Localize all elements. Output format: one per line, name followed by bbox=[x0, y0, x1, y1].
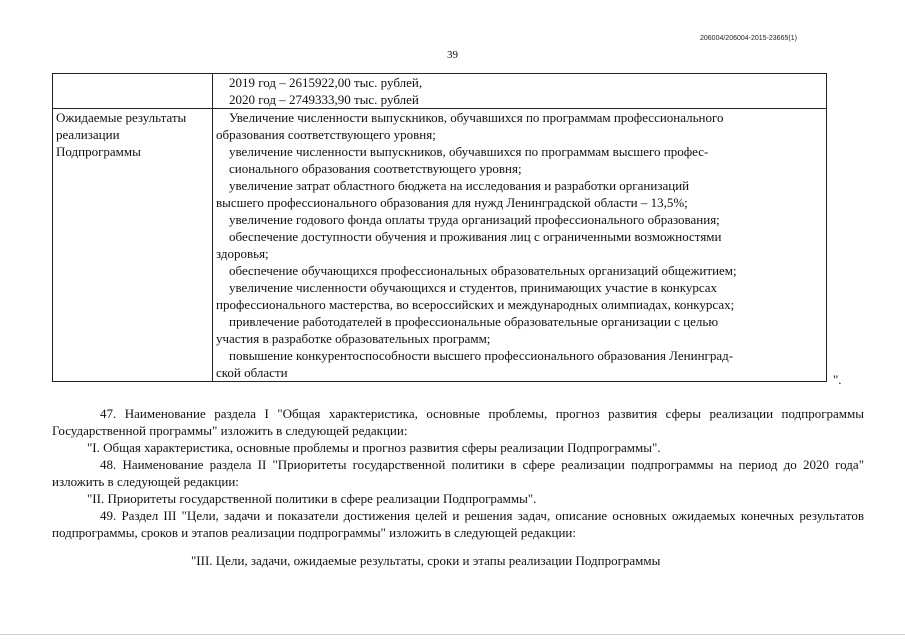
cell-text-line: увеличение затрат областного бюджета на исследования и разработки организаций bbox=[229, 178, 690, 193]
cell-text-line: увеличение численности обучающихся и студентов, принимающих участие в конкурсах bbox=[229, 280, 718, 295]
program-passport-table bbox=[52, 73, 827, 382]
row-text-cell bbox=[213, 74, 827, 109]
paragraph: 48. Наименование раздела II "Приоритеты государственной политики в сфере реализации подпрограммы на период до 2020 года" изложить в следующей редакции: bbox=[52, 457, 864, 489]
document-id: 206004/206004-2015-23665(1) bbox=[700, 35, 797, 42]
page-number: 39 bbox=[447, 49, 458, 61]
table-row bbox=[53, 74, 827, 109]
paragraph: "I. Общая характеристика, основные проблемы и прогноз развития сферы реализации Подпрограммы". bbox=[87, 440, 661, 455]
row-label-cell bbox=[53, 74, 213, 109]
row-label-line: реализации bbox=[56, 127, 120, 142]
cell-text-line: привлечение работодателей в профессиональные образовательные организации с целью bbox=[229, 314, 719, 329]
cell-text-line: обеспечение обучающихся профессиональных образовательных организаций общежитием; bbox=[229, 263, 737, 278]
row-label-line: Ожидаемые результаты bbox=[56, 110, 187, 125]
amendment-text bbox=[52, 405, 864, 541]
cell-text-line: ской области bbox=[216, 365, 288, 380]
row-label-cell bbox=[53, 109, 213, 382]
paragraph: 49. Раздел III "Цели, задачи и показатели достижения целей и решения задач, описание основных ожидаемых конечных результатов подпрограммы, сроков и этапов реализации подпрограммы" изложить в следующей редакции: bbox=[52, 508, 864, 540]
cell-text-line: сионального образования соответствующего уровня; bbox=[229, 161, 522, 176]
cell-text-line: профессионального мастерства, во всероссийских и международных олимпиадах, конкурсах; bbox=[216, 297, 735, 312]
paragraph: 47. Наименование раздела I "Общая характеристика, основные проблемы, прогноз развития сферы реализации подпрограммы Государственной программы" изложить в следующей редакции: bbox=[52, 406, 864, 438]
section-title: "III. Цели, задачи, ожидаемые результаты, сроки и этапы реализации Подпрограммы bbox=[191, 553, 661, 568]
cell-text-line: высшего профессионального образования для нужд Ленинградской области – 13,5%; bbox=[216, 195, 688, 210]
cell-text-line: Увеличение численности выпускников, обучавшихся по программам профессионального bbox=[229, 110, 724, 125]
row-label-line: Подпрограммы bbox=[56, 144, 141, 159]
cell-text-line: образования соответствующего уровня; bbox=[216, 127, 436, 142]
cell-text-line: здоровья; bbox=[216, 246, 269, 261]
table-body bbox=[53, 74, 827, 382]
page-bottom-edge bbox=[0, 634, 905, 635]
cell-text-line: обеспечение доступности обучения и проживания лиц с ограниченными возможностями bbox=[229, 229, 722, 244]
closing-quote: ". bbox=[833, 372, 842, 387]
cell-text-line: увеличение численности выпускников, обучавшихся по программам высшего профес- bbox=[229, 144, 709, 159]
paragraph: "II. Приоритеты государственной политики в сфере реализации Подпрограммы". bbox=[87, 491, 537, 506]
cell-text-line: 2020 год – 2749333,90 тыс. рублей bbox=[229, 92, 419, 107]
cell-text-line: 2019 год – 2615922,00 тыс. рублей, bbox=[229, 75, 423, 90]
cell-text-line: повышение конкурентоспособности высшего профессионального образования Ленинград- bbox=[229, 348, 734, 363]
row-text-cell bbox=[213, 109, 827, 382]
cell-text-line: увеличение годового фонда оплаты труда организаций профессионального образования; bbox=[229, 212, 720, 227]
cell-text-line: участия в разработке образовательных программ; bbox=[216, 331, 491, 346]
table-row bbox=[53, 109, 827, 382]
